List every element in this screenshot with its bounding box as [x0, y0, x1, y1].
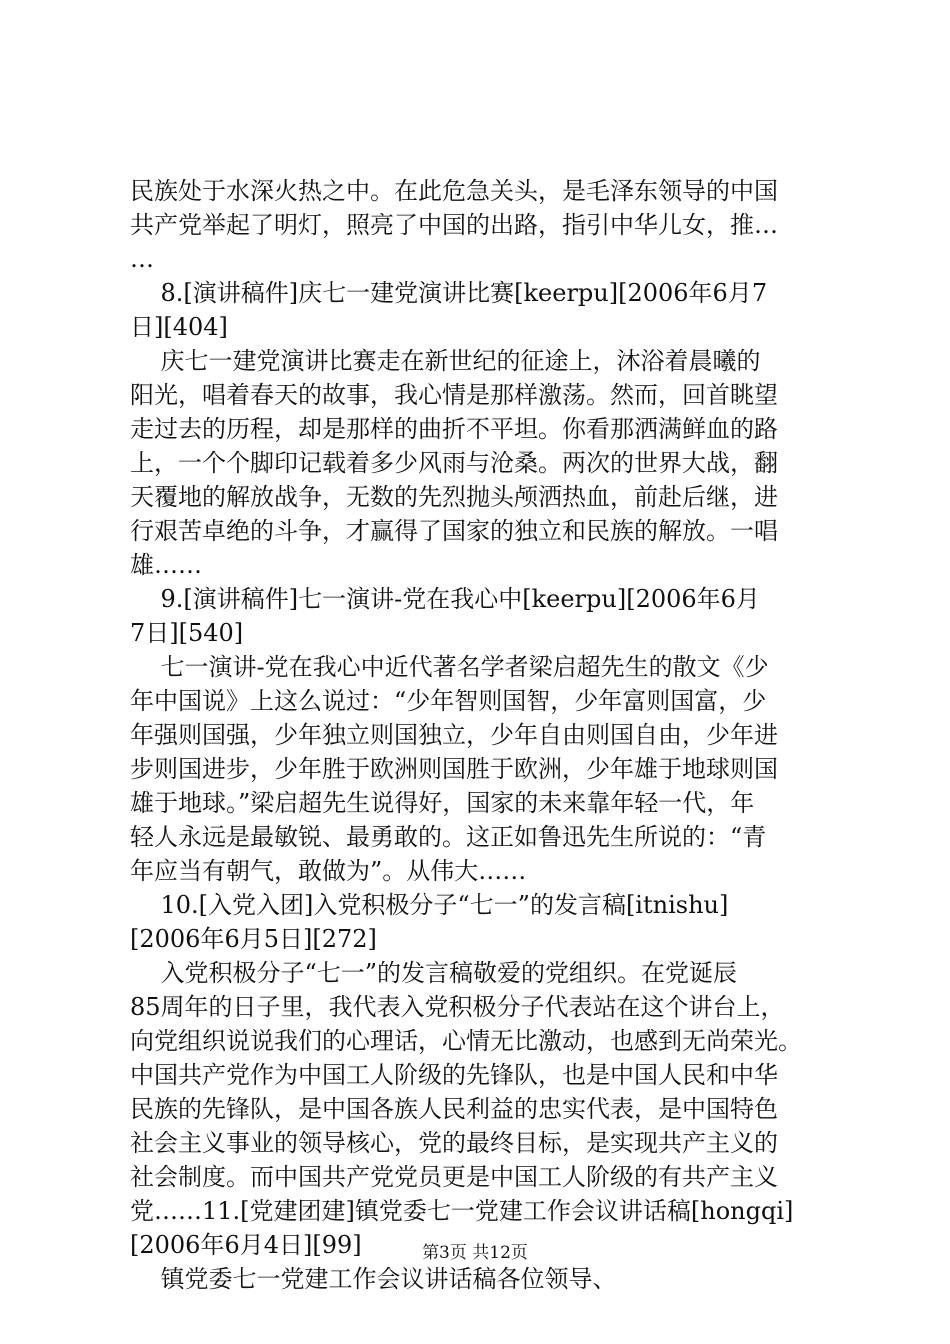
text-line: 党……11.[党建团建]镇党委七一党建工作会议讲话稿[hongqi] — [130, 1197, 794, 1225]
text-line: 民族的先锋队，是中国各族人民利益的忠实代表，是中国特色 — [130, 1095, 778, 1123]
text-line: 社会主义事业的领导核心，党的最终目标，是实现共产主义的 — [130, 1129, 778, 1157]
text-line: 雄于地球。”梁启超先生说得好，国家的未来靠年轻一代，年 — [130, 789, 755, 817]
text-line: 民族处于水深火热之中。在此危急关头，是毛泽东领导的中国 — [130, 177, 778, 205]
text-line: 走过去的历程，却是那样的曲折不平坦。你看那洒满鲜血的路 — [130, 415, 778, 443]
text-line: 入党积极分子“七一”的发言稿敬爱的党组织。在党诞辰 — [130, 959, 738, 987]
text-line: … — [130, 245, 154, 273]
text-line: [2006年6月4日][99] — [130, 1231, 362, 1259]
text-line: 年强则国强，少年独立则国独立，少年自由则国自由，少年进 — [130, 721, 778, 749]
document-body — [130, 174, 830, 1296]
text-line: 10.[入党入团]入党积极分子“七一”的发言稿[itnishu] — [130, 891, 729, 919]
text-line: 镇党委七一党建工作会议讲话稿各位领导、 — [130, 1265, 617, 1293]
text-line: 年中国说》上这么说过：“少年智则国智，少年富则国富，少 — [130, 687, 767, 715]
text-line: 85周年的日子里，我代表入党积极分子代表站在这个讲台上， — [130, 993, 785, 1021]
text-line: 社会制度。而中国共产党党员更是中国工人阶级的有共产主义 — [130, 1163, 778, 1191]
text-line: 天覆地的解放战争，无数的先烈抛头颅洒热血，前赴后继，进 — [130, 483, 778, 511]
text-line: 轻人永远是最敏锐、最勇敢的。这正如鲁迅先生所说的：“青 — [130, 823, 767, 851]
text-line: 中国共产党作为中国工人阶级的先锋队，也是中国人民和中华 — [130, 1061, 778, 1089]
text-line: 步则国进步，少年胜于欧洲则国胜于欧洲，少年雄于地球则国 — [130, 755, 778, 783]
text-line: 庆七一建党演讲比赛走在新世纪的征途上，沐浴着晨曦的 — [130, 347, 761, 375]
text-line: 阳光，唱着春天的故事，我心情是那样激荡。然而，回首眺望 — [130, 381, 778, 409]
text-line: 9.[演讲稿件]七一演讲-党在我心中[keerpu][2006年6月 — [130, 585, 760, 613]
text-line: [2006年6月5日][272] — [130, 925, 377, 953]
text-line: 8.[演讲稿件]庆七一建党演讲比赛[keerpu][2006年6月7 — [130, 279, 768, 307]
text-line: 上，一个个脚印记载着多少风雨与沧桑。两次的世界大战，翻 — [130, 449, 778, 477]
text-line: 年应当有朝气，敢做为”。从伟大…… — [130, 857, 527, 885]
text-line: 7日][540] — [130, 619, 244, 647]
text-line: 七一演讲-党在我心中近代著名学者梁启超先生的散文《少 — [130, 653, 769, 681]
text-line: 共产党举起了明灯，照亮了中国的出路，指引中华儿女，推… — [130, 211, 778, 239]
text-line: 向党组织说说我们的心理话，心情无比激动，也感到无尚荣光。 — [130, 1027, 802, 1055]
page-footer: 第3页 共12页 — [422, 1243, 528, 1263]
text-line: 日][404] — [130, 313, 228, 341]
text-line: 雄…… — [130, 551, 202, 579]
text-line: 行艰苦卓绝的斗争，才赢得了国家的独立和民族的解放。一唱 — [130, 517, 778, 545]
